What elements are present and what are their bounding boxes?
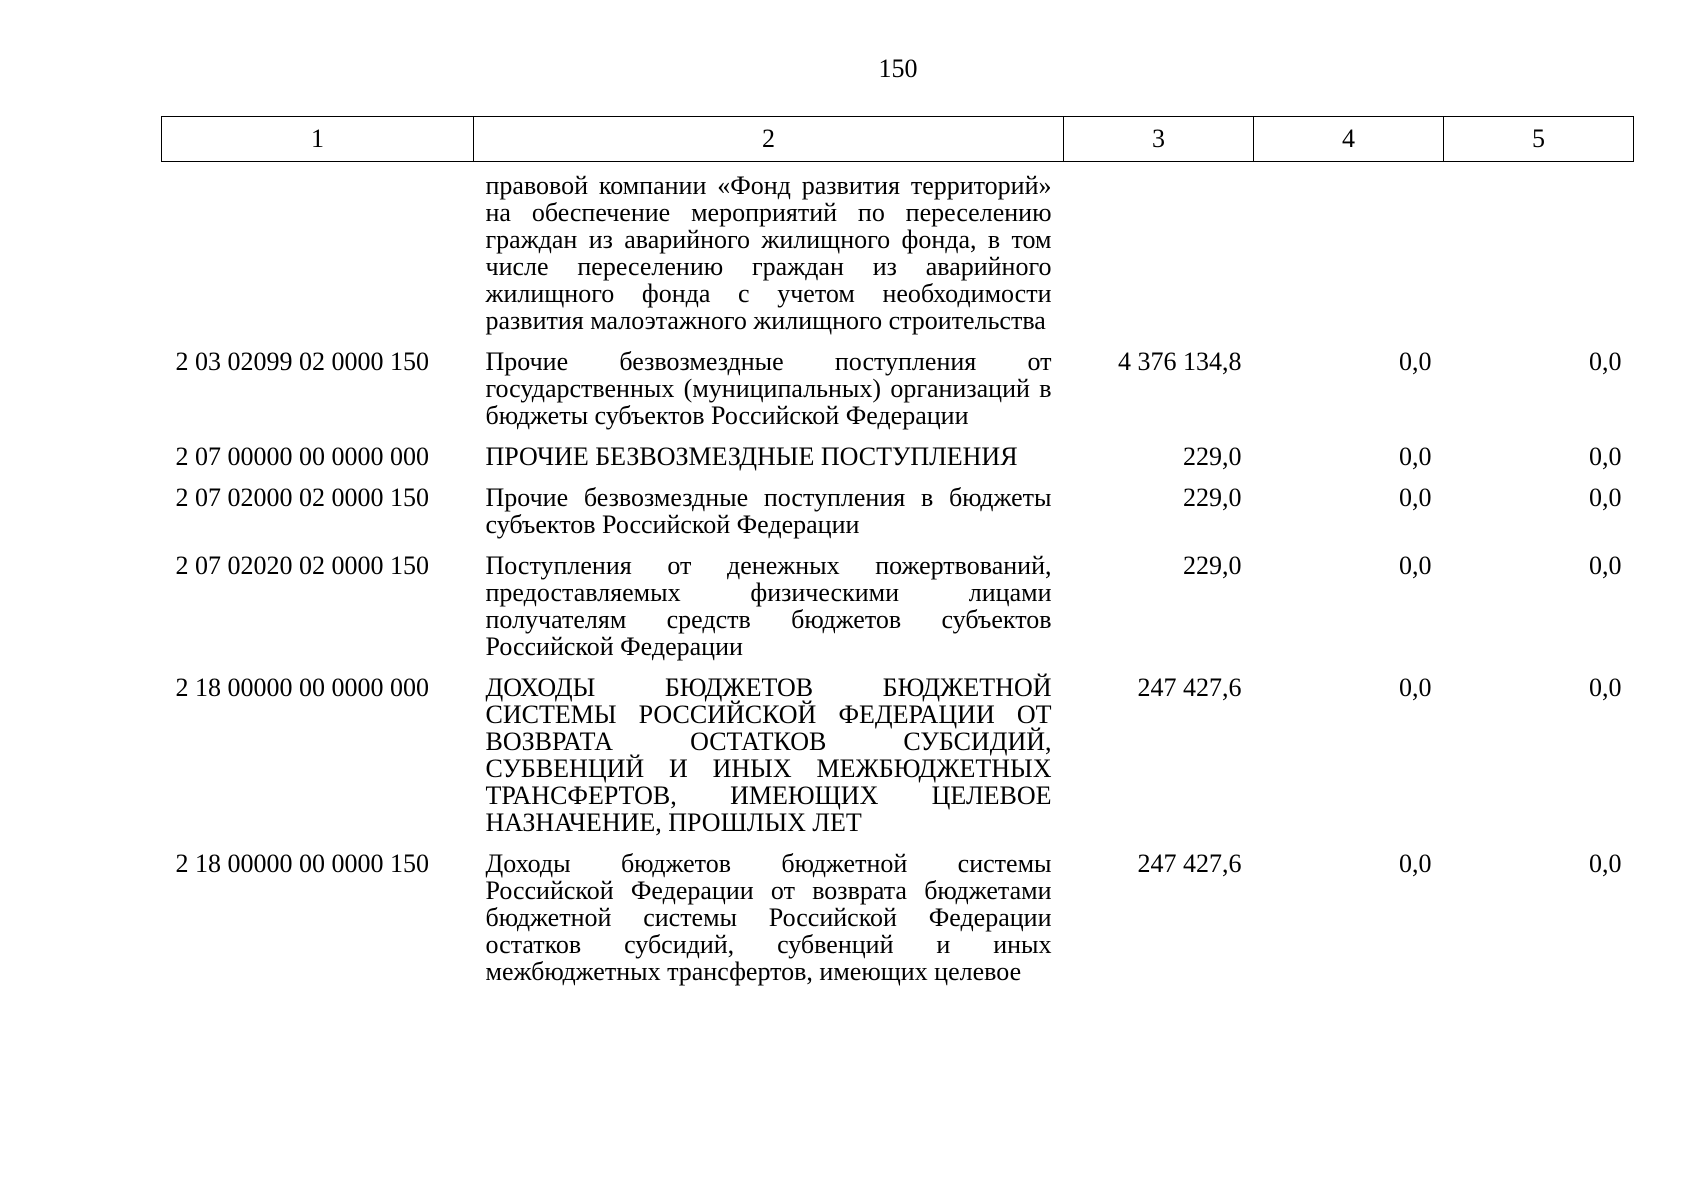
row-code: 2 07 00000 00 0000 000	[175, 442, 429, 471]
row-value-col3: 229,0	[1183, 551, 1242, 580]
row-code: 2 18 00000 00 0000 000	[175, 673, 429, 702]
row-value-col5: 0,0	[1589, 673, 1622, 702]
page-number: 150	[878, 54, 918, 83]
row-name: правовой компании «Фонд развития территорий» на обеспечение мероприятий по переселению граждан из аварийного жилищного фонда, в том числе переселению граждан из аварийного жилищного фонда с учетом необходимости развития малоэтажного жилищного строительства	[485, 171, 1052, 335]
row-code: 2 03 02099 02 0000 150	[175, 347, 429, 376]
column-header-2: 2	[474, 117, 1064, 162]
row-value-col5: 0,0	[1589, 849, 1622, 878]
table-row	[162, 484, 1634, 552]
row-code: 2 07 02020 02 0000 150	[175, 551, 429, 580]
header-row	[162, 117, 1634, 162]
row-value-col3: 229,0	[1183, 483, 1242, 512]
table-row	[162, 552, 1634, 674]
row-value-col3: 247 427,6	[1137, 673, 1242, 702]
table-header	[162, 117, 1634, 162]
budget-revenue-table	[161, 116, 1634, 999]
row-name: ДОХОДЫ БЮДЖЕТОВ БЮДЖЕТНОЙ СИСТЕМЫ РОССИЙСКОЙ ФЕДЕРАЦИИ ОТ ВОЗВРАТА ОСТАТКОВ СУБСИДИЙ, СУБВЕНЦИЙ И ИНЫХ МЕЖБЮДЖЕТНЫХ ТРАНСФЕРТОВ, ИМЕЮЩИХ ЦЕЛЕВОЕ НАЗНАЧЕНИЕ, ПРОШЛЫХ ЛЕТ	[485, 673, 1052, 837]
row-value-col3: 247 427,6	[1137, 849, 1242, 878]
row-name: Доходы бюджетов бюджетной системы Российской Федерации от возврата бюджетами бюджетной системы Российской Федерации остатков субсидий, субвенций и иных межбюджетных трансфертов, имеющих целевое	[485, 849, 1052, 986]
column-header-3: 3	[1064, 117, 1254, 162]
row-value-col5: 0,0	[1589, 483, 1622, 512]
row-value-col4: 0,0	[1399, 483, 1432, 512]
table-row	[162, 348, 1634, 443]
row-name: ПРОЧИЕ БЕЗВОЗМЕЗДНЫЕ ПОСТУПЛЕНИЯ	[485, 442, 1018, 471]
column-header-1: 1	[162, 117, 474, 162]
column-header-4: 4	[1254, 117, 1444, 162]
row-value-col4	[1254, 162, 1444, 349]
row-code	[162, 162, 474, 349]
table-row	[162, 850, 1634, 999]
row-value-col5: 0,0	[1589, 347, 1622, 376]
row-value-col4: 0,0	[1399, 551, 1432, 580]
row-value-col3: 229,0	[1183, 442, 1242, 471]
row-name: Поступления от денежных пожертвований, предоставляемых физическими лицами получателям средств бюджетов субъектов Российской Федерации	[485, 551, 1052, 661]
row-code: 2 07 02000 02 0000 150	[175, 483, 429, 512]
row-value-col3	[1064, 162, 1254, 349]
row-value-col5: 0,0	[1589, 551, 1622, 580]
row-value-col4: 0,0	[1399, 347, 1432, 376]
table-row	[162, 162, 1634, 349]
row-value-col4: 0,0	[1399, 673, 1432, 702]
row-value-col3: 4 376 134,8	[1118, 347, 1242, 376]
row-value-col4: 0,0	[1399, 442, 1432, 471]
table-row	[162, 443, 1634, 484]
table-row	[162, 674, 1634, 850]
row-code: 2 18 00000 00 0000 150	[175, 849, 429, 878]
table-body	[162, 162, 1634, 1000]
row-name: Прочие безвозмездные поступления в бюджеты субъектов Российской Федерации	[485, 483, 1052, 539]
row-name: Прочие безвозмездные поступления от государственных (муниципальных) организаций в бюджеты субъектов Российской Федерации	[485, 347, 1052, 430]
row-value-col5	[1444, 162, 1634, 349]
row-value-col5: 0,0	[1589, 442, 1622, 471]
row-value-col4: 0,0	[1399, 849, 1432, 878]
column-header-5: 5	[1444, 117, 1634, 162]
